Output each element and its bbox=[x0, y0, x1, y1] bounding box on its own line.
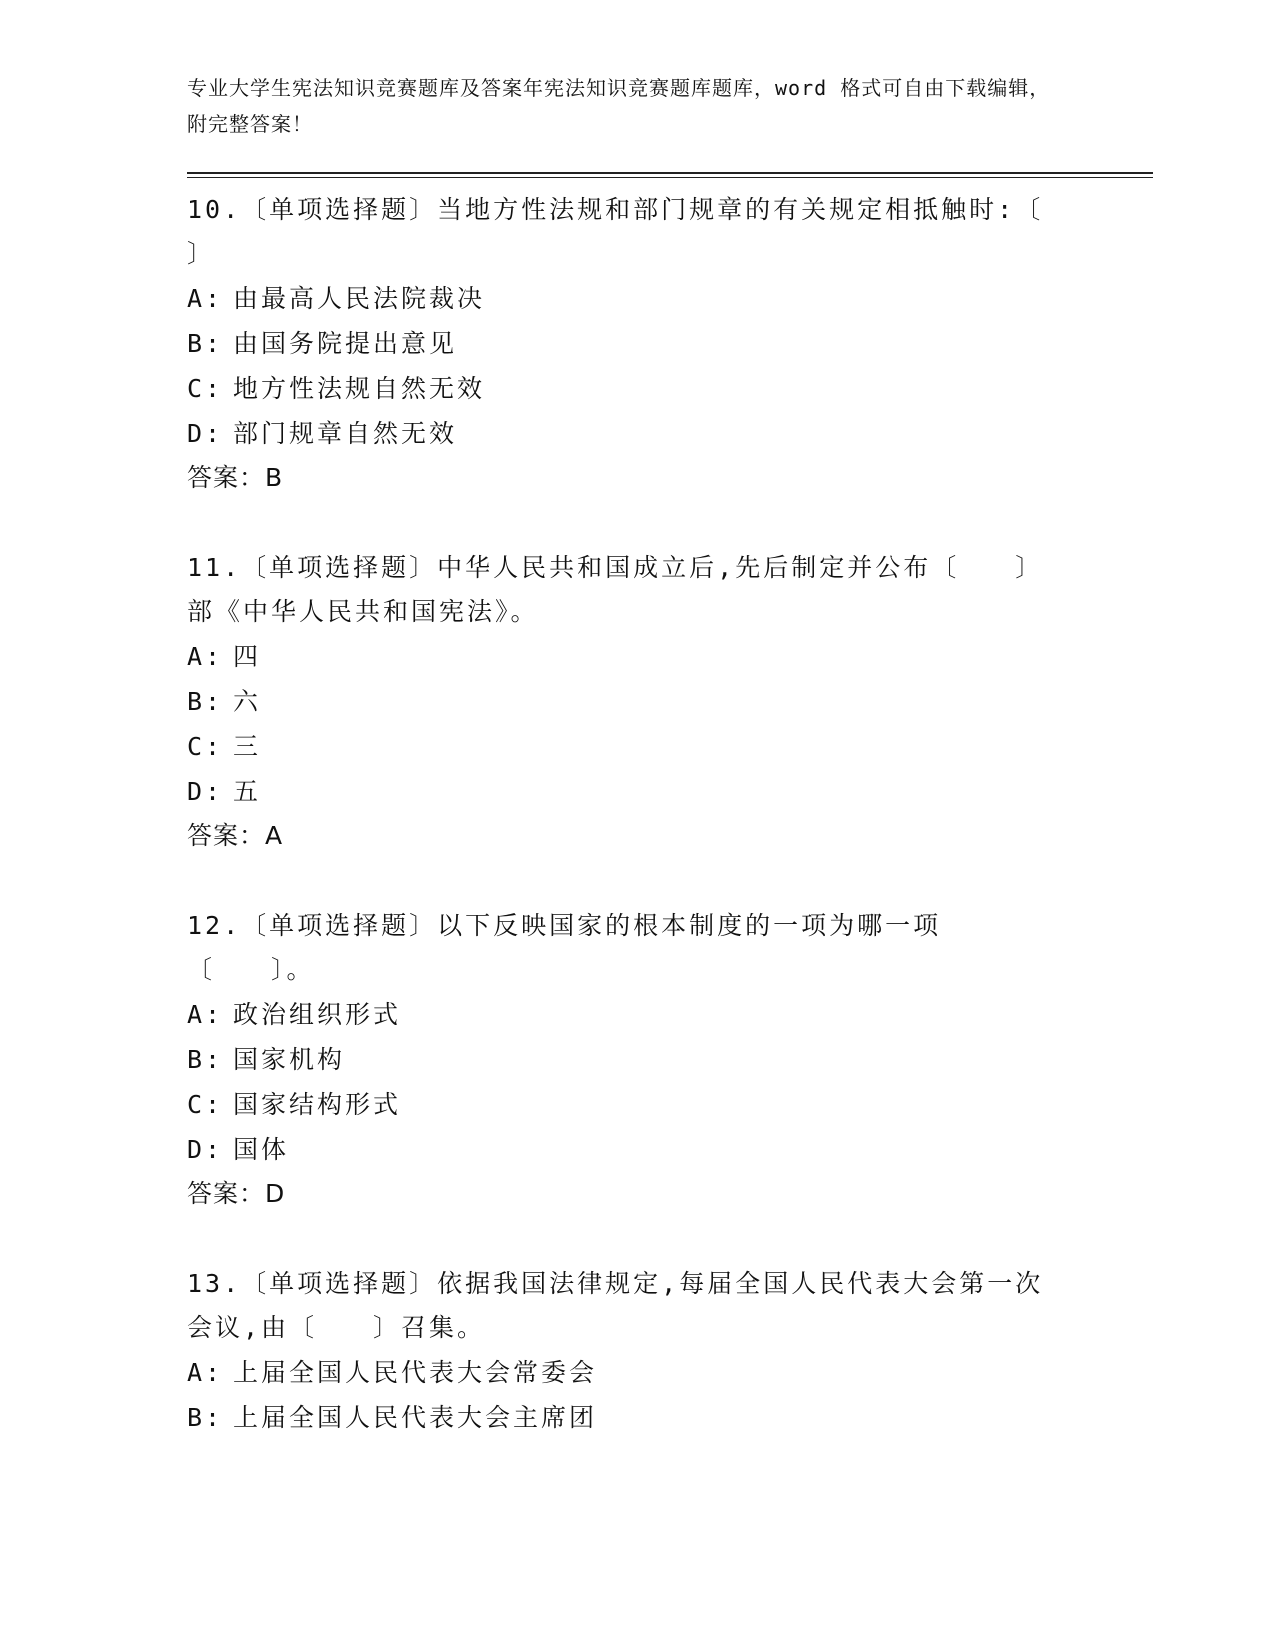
question-block bbox=[187, 546, 1153, 858]
answer-line: 答案：D bbox=[187, 1179, 286, 1208]
question-text: 13.〔单项选择题〕依据我国法律规定,每届全国人民代表大会第一次会议,由〔 〕召集。 bbox=[187, 1269, 1044, 1342]
option-b bbox=[187, 1037, 1153, 1082]
option-text: 三 bbox=[233, 732, 262, 761]
option-letter: C: bbox=[187, 732, 224, 761]
document-header: 专业大学生宪法知识竞赛题库及答案年宪法知识竞赛题库题库，word 格式可自由下载编辑，附完整答案！ bbox=[187, 76, 1051, 136]
header-divider bbox=[187, 172, 1153, 178]
option-text: 六 bbox=[233, 687, 262, 716]
option-b bbox=[187, 679, 1153, 724]
option-letter: C: bbox=[187, 1090, 224, 1119]
option-text: 由最高人民法院裁决 bbox=[233, 284, 486, 313]
spacer bbox=[187, 1216, 1153, 1262]
option-d bbox=[187, 769, 1153, 814]
option-c bbox=[187, 724, 1153, 769]
option-a bbox=[187, 1350, 1153, 1395]
spacer bbox=[187, 500, 1153, 546]
option-letter: A: bbox=[187, 284, 224, 313]
option-c bbox=[187, 1082, 1153, 1127]
question-block bbox=[187, 904, 1153, 1216]
option-d bbox=[187, 1127, 1153, 1172]
option-text: 国体 bbox=[233, 1135, 290, 1164]
option-text: 国家机构 bbox=[233, 1045, 346, 1074]
option-text: 地方性法规自然无效 bbox=[233, 374, 486, 403]
answer-line: 答案：A bbox=[187, 821, 284, 850]
question-block bbox=[187, 1262, 1153, 1440]
option-a bbox=[187, 634, 1153, 679]
option-letter: D: bbox=[187, 777, 224, 806]
option-letter: B: bbox=[187, 329, 224, 358]
option-letter: A: bbox=[187, 1000, 224, 1029]
option-text: 政治组织形式 bbox=[233, 1000, 402, 1029]
option-letter: B: bbox=[187, 1403, 224, 1432]
option-letter: D: bbox=[187, 419, 224, 448]
option-a bbox=[187, 276, 1153, 321]
question-text: 12.〔单项选择题〕以下反映国家的根本制度的一项为哪一项〔 〕。 bbox=[187, 911, 942, 984]
option-letter: B: bbox=[187, 687, 224, 716]
option-c bbox=[187, 366, 1153, 411]
question-text: 11.〔单项选择题〕中华人民共和国成立后,先后制定并公布〔 〕部《中华人民共和国宪法》。 bbox=[187, 553, 1044, 626]
question-block bbox=[187, 188, 1153, 500]
document-page bbox=[187, 70, 1153, 1440]
option-letter: D: bbox=[187, 1135, 224, 1164]
option-letter: C: bbox=[187, 374, 224, 403]
answer-line: 答案：B bbox=[187, 463, 284, 492]
option-letter: A: bbox=[187, 1358, 224, 1387]
option-letter: A: bbox=[187, 642, 224, 671]
question-text: 10.〔单项选择题〕当地方性法规和部门规章的有关规定相抵触时:〔 〕 bbox=[187, 195, 1044, 268]
option-text: 五 bbox=[233, 777, 262, 806]
option-text: 部门规章自然无效 bbox=[233, 419, 458, 448]
option-b bbox=[187, 1395, 1153, 1440]
option-a bbox=[187, 992, 1153, 1037]
option-text: 由国务院提出意见 bbox=[233, 329, 458, 358]
option-text: 上届全国人民代表大会主席团 bbox=[233, 1403, 598, 1432]
spacer bbox=[187, 858, 1153, 904]
option-letter: B: bbox=[187, 1045, 224, 1074]
option-text: 四 bbox=[233, 642, 262, 671]
option-text: 国家结构形式 bbox=[233, 1090, 402, 1119]
option-text: 上届全国人民代表大会常委会 bbox=[233, 1358, 598, 1387]
option-b bbox=[187, 321, 1153, 366]
option-d bbox=[187, 411, 1153, 456]
